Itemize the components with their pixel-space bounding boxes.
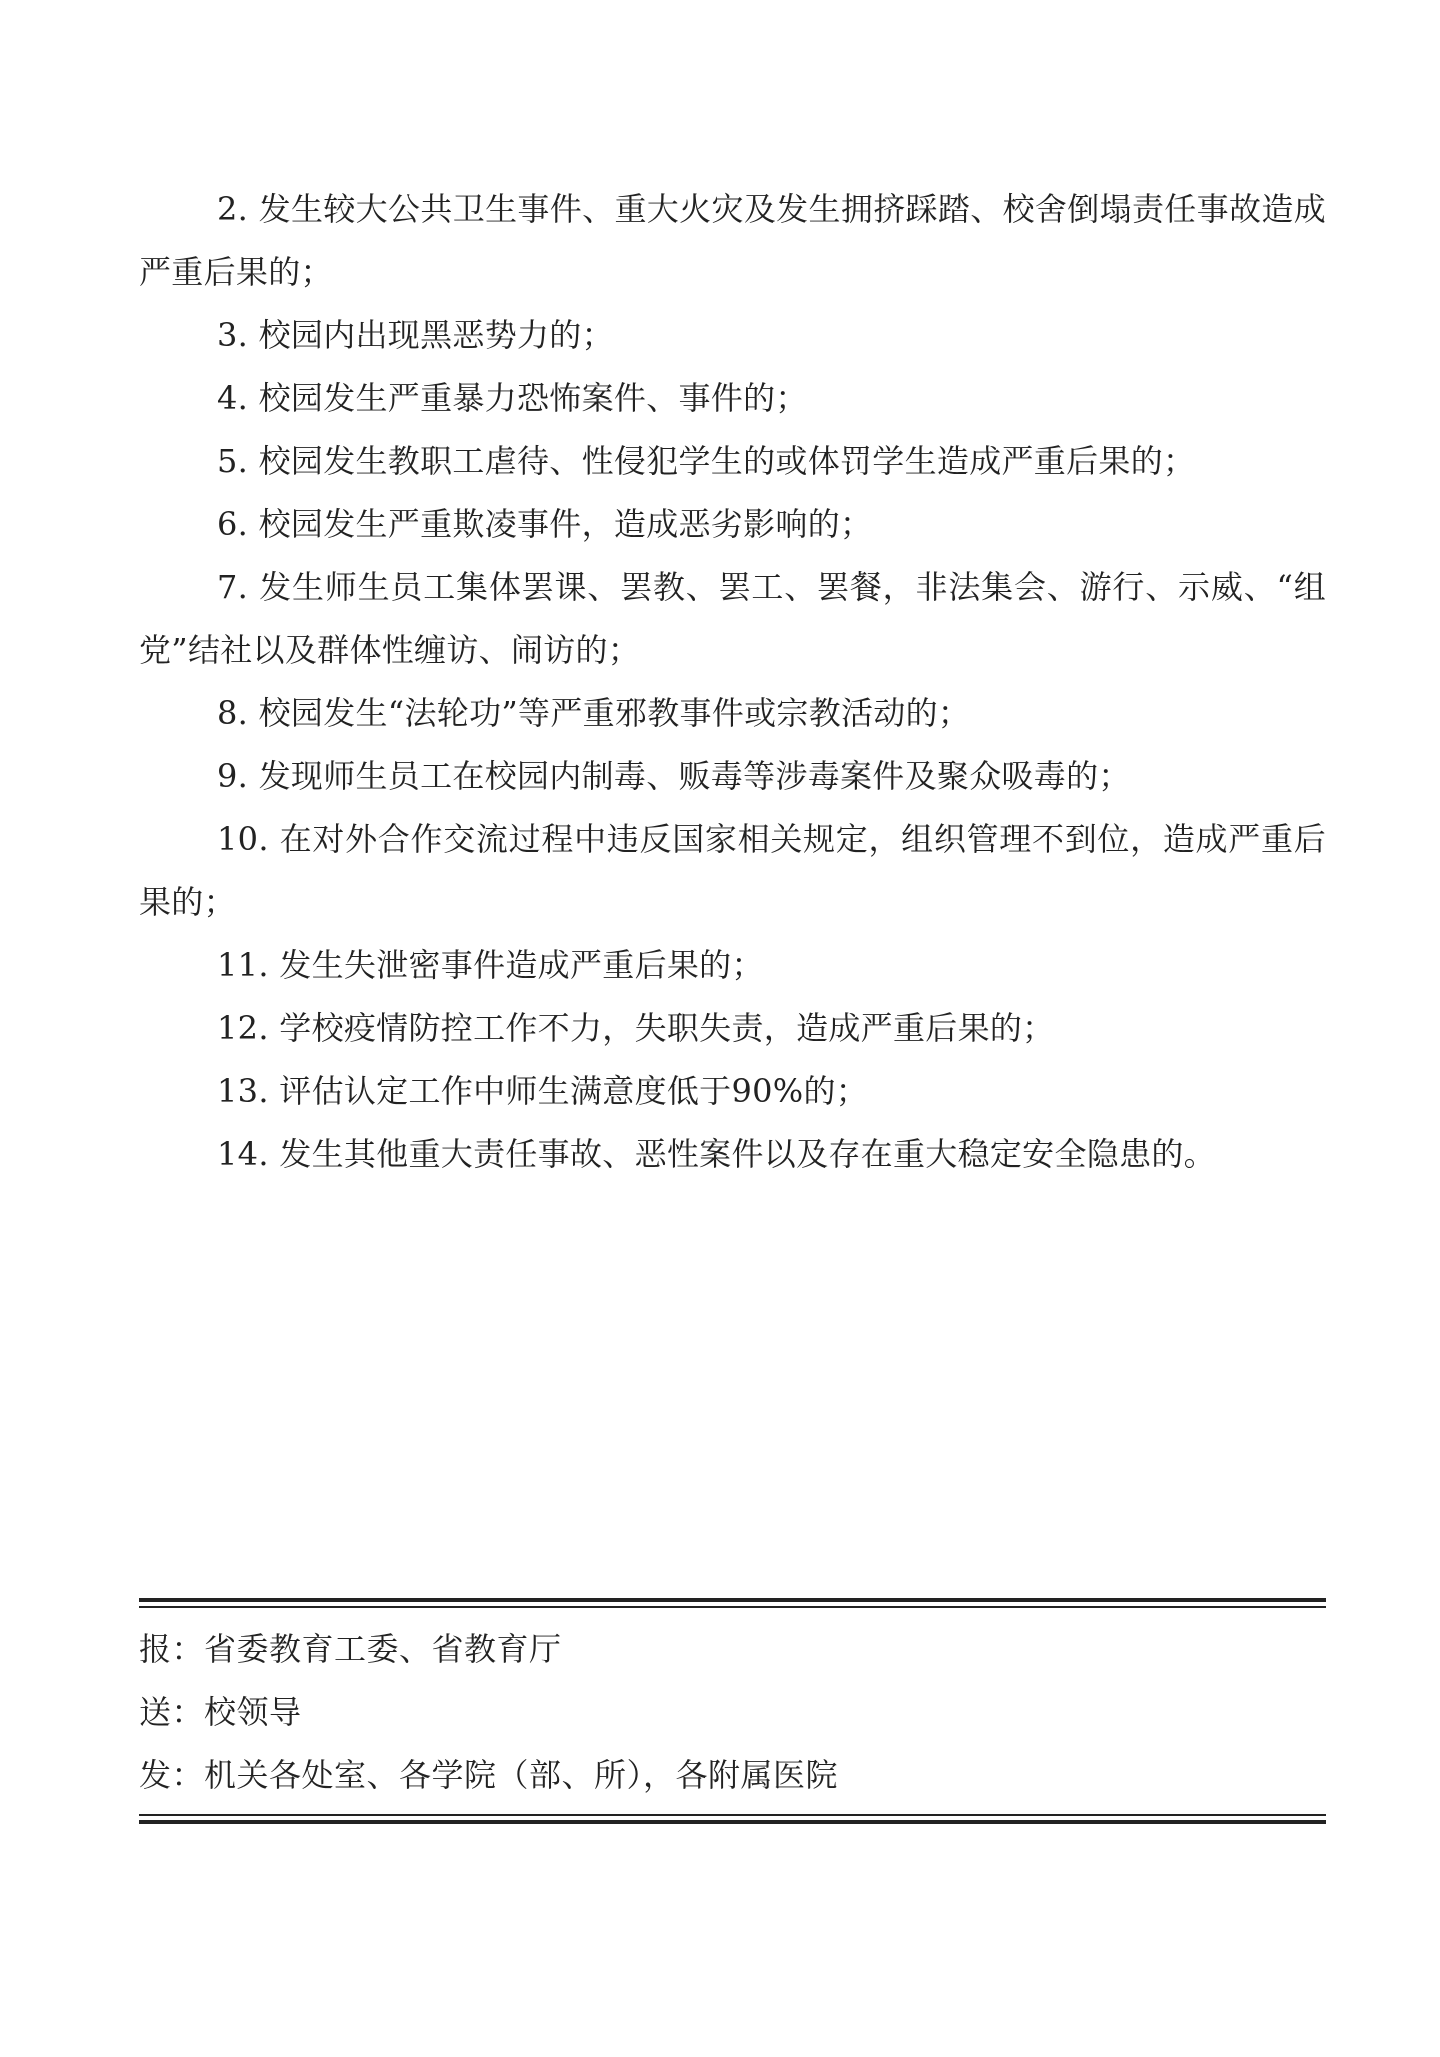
list-item: 13. 评估认定工作中师生满意度低于90%的； (217, 1072, 869, 1110)
list-item: 7. 发生师生员工集体罢课、罢教、罢工、罢餐，非法集会、游行、示威、“组党”结社以及群体性缠访、闹访的； (139, 568, 1326, 669)
list-item: 8. 校园发生“法轮功”等严重邪教事件或宗教活动的； (217, 694, 971, 732)
list-item: 14. 发生其他重大责任事故、恶性案件以及存在重大稳定安全隐患的。 (217, 1135, 1216, 1173)
list-item: 9. 发现师生员工在校园内制毒、贩毒等涉毒案件及聚众吸毒的； (217, 757, 1131, 795)
distribution-block (139, 1618, 1326, 1807)
list-item: 6. 校园发生严重欺凌事件，造成恶劣影响的； (217, 505, 873, 543)
list-item: 3. 校园内出现黑恶势力的； (217, 316, 614, 354)
report-to-line: 报：省委教育工委、省教育厅 (139, 1630, 562, 1668)
list-item: 10. 在对外合作交流过程中违反国家相关规定，组织管理不到位，造成严重后果的； (139, 820, 1326, 921)
bottom-rule-thin (139, 1814, 1326, 1816)
item-list (139, 178, 1326, 1186)
top-rule-thin (139, 1606, 1326, 1608)
list-item: 12. 学校疫情防控工作不力，失职失责，造成严重后果的； (217, 1009, 1055, 1047)
bottom-rule-thick (139, 1820, 1326, 1824)
list-item: 4. 校园发生严重暴力恐怖案件、事件的； (217, 379, 808, 417)
issue-to-line: 发：机关各处室、各学院（部、所），各附属医院 (139, 1756, 839, 1794)
send-to-line: 送：校领导 (139, 1693, 302, 1731)
list-item: 11. 发生失泄密事件造成严重后果的； (217, 946, 764, 984)
top-rule-thick (139, 1598, 1326, 1602)
list-item: 5. 校园发生教职工虐待、性侵犯学生的或体罚学生造成严重后果的； (217, 442, 1196, 480)
list-item: 2. 发生较大公共卫生事件、重大火灾及发生拥挤踩踏、校舍倒塌责任事故造成严重后果的； (139, 190, 1326, 291)
